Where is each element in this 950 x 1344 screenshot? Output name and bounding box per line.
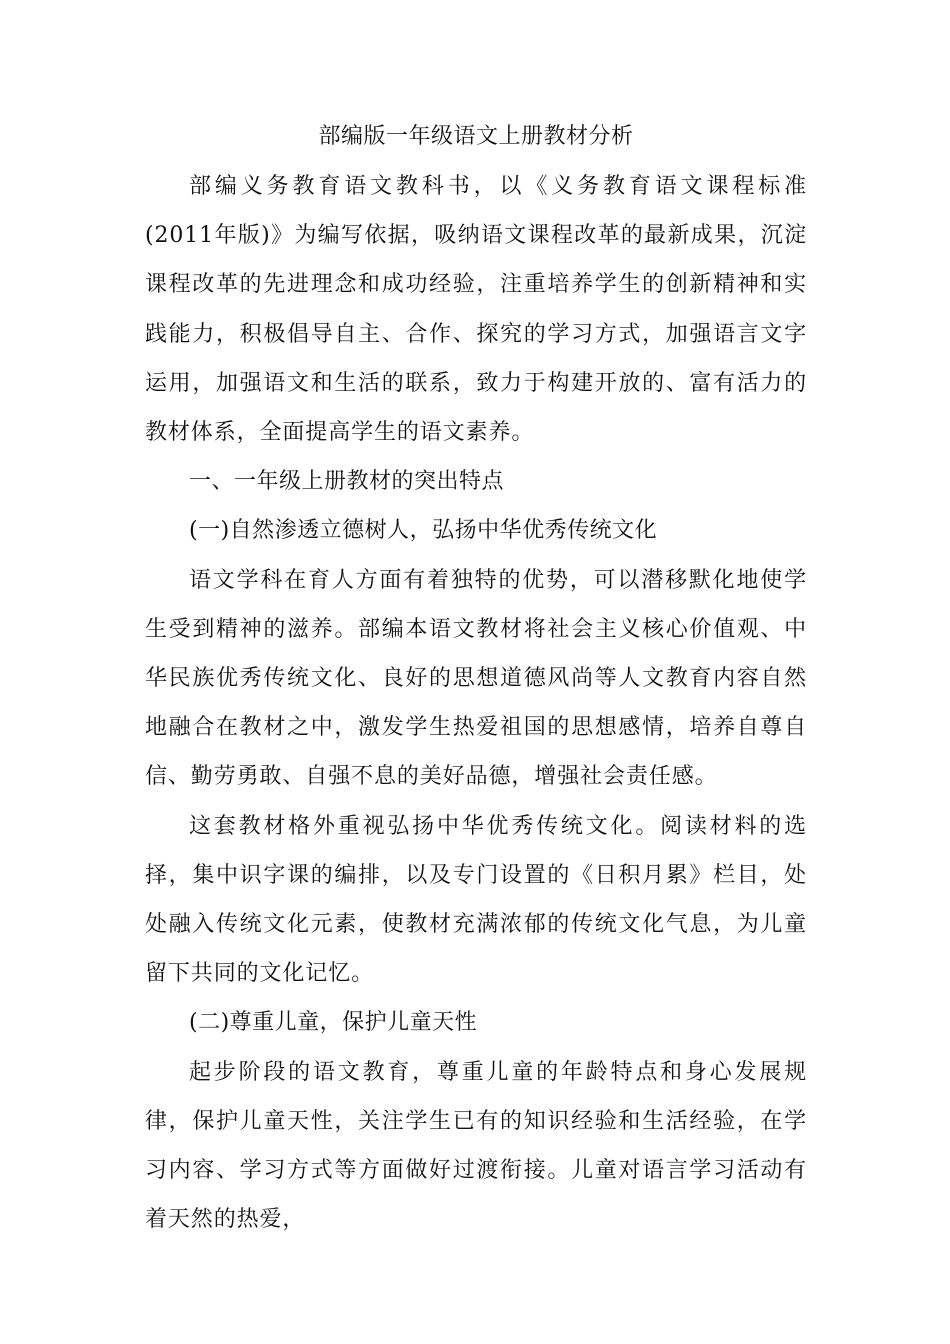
subsection-heading-2: (二)尊重儿童，保护儿童天性 (189, 1010, 478, 1036)
intro-paragraph: 部编义务教育语文教科书，以《义务教育语文课程标准(2011年版)》为编写依据，吸纳语文课程改革的最新成果，沉淀课程改革的先进理念和成功经验，注重培养学生的创新精神和实践能力，积极倡导自主、合作、探究的学习方式，加强语言文字运用，加强语文和生活的联系，致力于构建开放的、富有活力的教材体系，全面提高学生的语文素养。 (145, 174, 807, 446)
section-heading-1: 一、一年级上册教材的突出特点 (189, 469, 505, 495)
paragraph-traditional-culture: 这套教材格外重视弘扬中华优秀传统文化。阅读材料的选择，集中识字课的编排，以及专门设置的《日积月累》栏目，处处融入传统文化元素，使教材充满浓郁的传统文化气息，为儿童留下共同的文化记忆。 (145, 813, 807, 987)
paragraph-moral-education: 语文学科在育人方面有着独特的优势，可以潜移默化地使学生受到精神的滋养。部编本语文教材将社会主义核心价值观、中华民族优秀传统文化、良好的思想道德风尚等人文教育内容自然地融合在教材之中，激发学生热爱祖国的思想感情，培养自尊自信、勤劳勇敢、自强不息的美好品德，增强社会责任感。 (145, 567, 807, 790)
document-page (145, 112, 807, 1244)
paragraph-respect-children: 起步阶段的语文教育，尊重儿童的年龄特点和身心发展规律，保护儿童天性，关注学生已有的知识经验和生活经验，在学习内容、学习方式等方面做好过渡衔接。儿童对语言学习活动有着天然的热爱， (145, 1059, 807, 1233)
document-title: 部编版一年级语文上册教材分析 (318, 124, 634, 149)
subsection-heading-1: (一)自然渗透立德树人，弘扬中华优秀传统文化 (189, 518, 658, 544)
